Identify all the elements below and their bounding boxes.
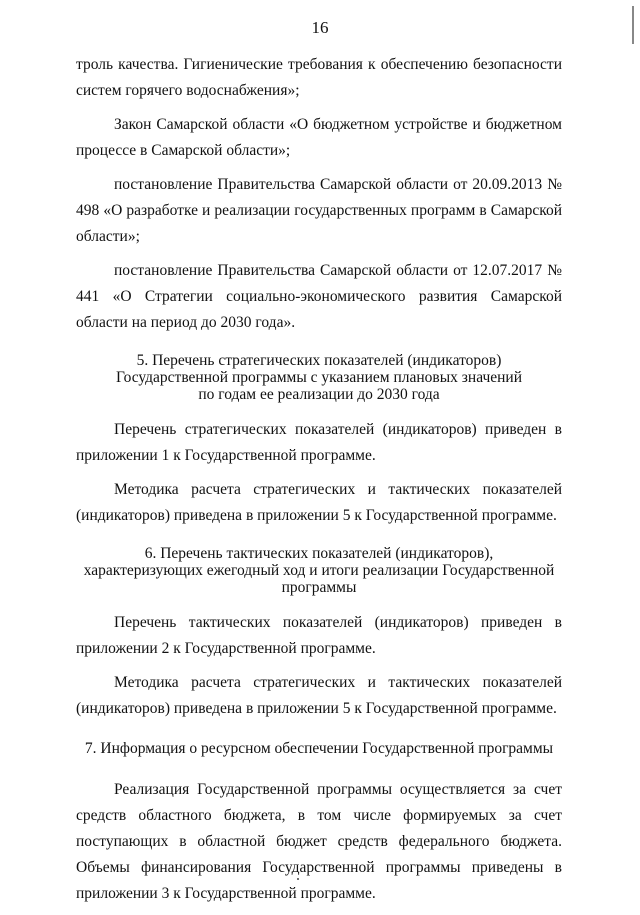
paragraph-resolution-498: постановление Правительства Самарской области от 20.09.2013 № 498 «О разработке и реализации государственных программ в Самарской области»;	[76, 176, 562, 245]
page-number: 16	[311, 18, 329, 37]
section-5-heading-line: по годам ее реализации до 2030 года	[198, 386, 440, 403]
paragraph-resolution-441: постановление Правительства Самарской области от 12.07.2017 № 441 «О Стратегии социально-экономического развития Самарской области на период до 2030 года».	[76, 262, 562, 331]
section-7-paragraph: Реализация Государственной программы осуществляется за счет средств областного бюджета, в том числе формируемых за счет поступающих в областной бюджет средств федерального бюджета. Объемы финансирования Государственной программы приведены в приложении 3 к Государственной программе.	[76, 781, 562, 902]
section-5-paragraph: Методика расчета стратегических и тактических показателей (индикаторов) приведена в приложении 5 к Государственной программе.	[76, 481, 562, 524]
section-6-heading-line: 6. Перечень тактических показателей (индикаторов),	[144, 545, 494, 562]
section-6-paragraph: Перечень тактических показателей (индикаторов) приведен в приложении 2 к Государственной программе.	[76, 614, 562, 657]
section-5-heading-line: 5. Перечень стратегических показателей (индикаторов)	[136, 352, 502, 369]
section-5-heading	[76, 352, 562, 403]
section-5-paragraph: Перечень стратегических показателей (индикаторов) приведен в приложении 1 к Государственной программе.	[76, 421, 562, 464]
section-6-paragraph: Методика расчета стратегических и тактических показателей (индикаторов) приведена в приложении 5 к Государственной программе.	[76, 674, 562, 717]
document-body	[76, 52, 562, 915]
section-7-heading: 7. Информация о ресурсном обеспечении Государственной программы	[84, 740, 554, 757]
paragraph-law: Закон Самарской области «О бюджетном устройстве и бюджетном процессе в Самарской области»;	[76, 116, 562, 159]
section-6-heading-line: программы	[281, 579, 357, 596]
scan-speck	[297, 878, 299, 880]
paragraph-continued: троль качества. Гигиенические требования к обеспечению безопасности систем горячего водоснабжения»;	[76, 56, 562, 99]
section-5-heading-line: Государственной программы с указанием плановых значений	[115, 369, 523, 386]
section-6-heading-line: характеризующих ежегодный ход и итоги реализации Государственной	[83, 562, 555, 579]
section-6-heading	[76, 545, 562, 596]
